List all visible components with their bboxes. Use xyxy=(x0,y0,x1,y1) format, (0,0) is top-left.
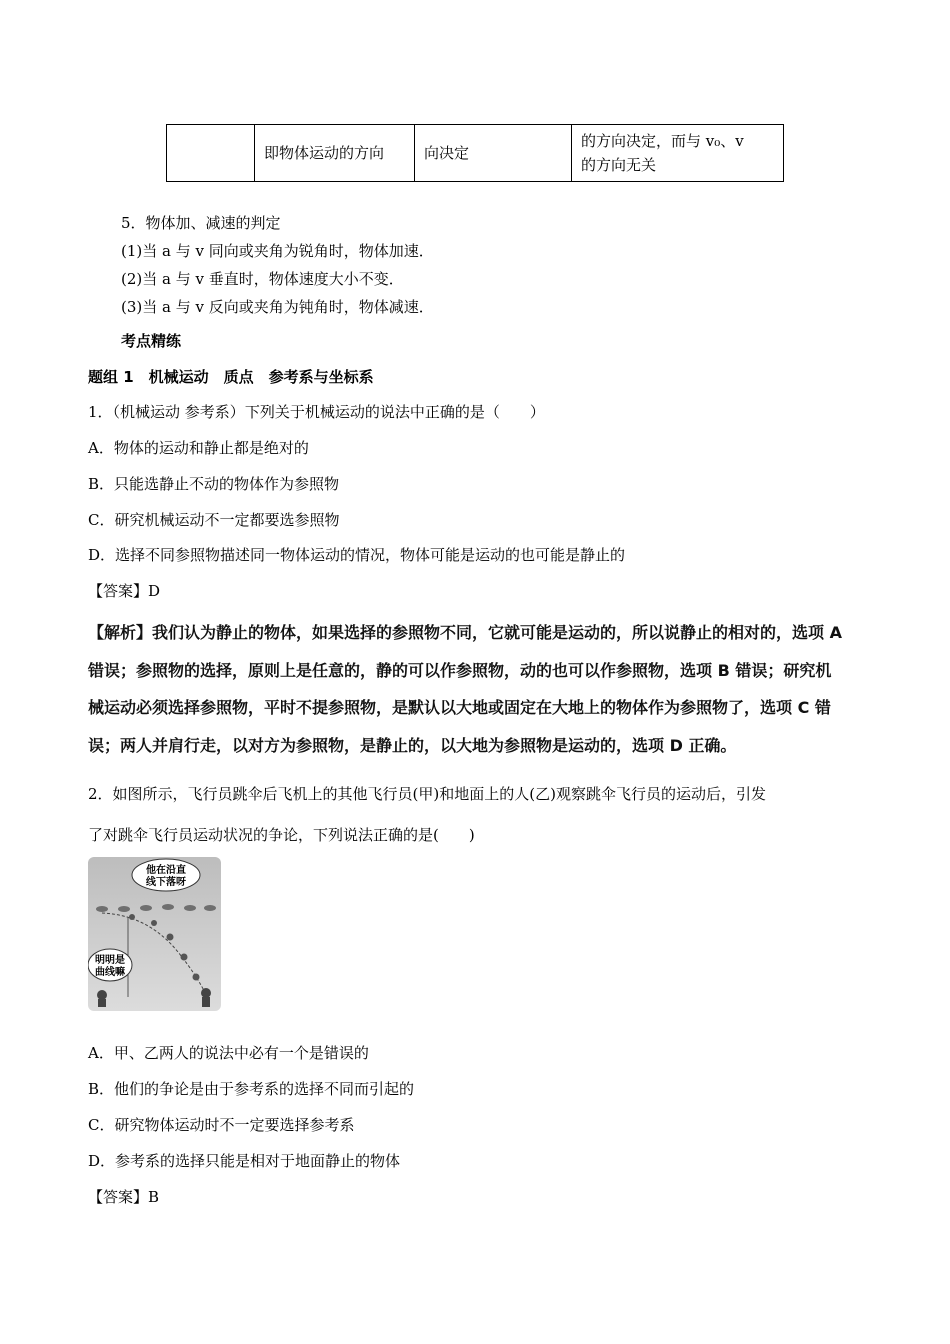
table-cell: 向决定 xyxy=(415,125,572,182)
speech-bubble-bottom xyxy=(88,949,132,981)
option-d: D．参考系的选择只能是相对于地面静止的物体 xyxy=(88,1152,401,1170)
question-stem: 2．如图所示，飞行员跳伞后飞机上的其他飞行员(甲)和地面上的人(乙)观察跳伞飞行员的运动后，引发 xyxy=(88,785,766,803)
table-cell: 即物体运动的方向 xyxy=(255,125,415,182)
bubble-text: 线下落呀 xyxy=(146,877,186,888)
group-heading: 题组 1 机械运动 质点 参考系与坐标系 xyxy=(88,368,374,386)
option-b: B．只能选静止不动的物体作为参照物 xyxy=(88,475,340,493)
speech-bubble-top xyxy=(132,859,200,891)
bubble-text: 曲线嘛 xyxy=(95,967,125,978)
table-cell xyxy=(572,125,784,182)
option-a: A．甲、乙两人的说法中必有一个是错误的 xyxy=(88,1044,369,1062)
explanation-line: 械运动必须选择参照物，平时不提参照物，是默认以大地或固定在大地上的物体作为参照物了，选项 C 错 xyxy=(88,698,831,717)
parachute-illustration-svg xyxy=(88,857,221,1011)
explanation-block xyxy=(88,614,858,764)
section-item: (3)当 a 与 v 反向或夹角为钝角时，物体减速． xyxy=(121,298,434,316)
explanation-line: 误；两人并肩行走，以对方为参照物，是静止的，以大地为参照物是运动的，选项 D 正确。 xyxy=(88,735,737,755)
kaodian-heading: 考点精练 xyxy=(121,332,182,350)
question-stem-continued: 了对跳伞飞行员运动状况的争论，下列说法正确的是( ) xyxy=(88,826,475,844)
answer-label: 【答案】B xyxy=(88,1188,160,1206)
section-title: 5．物体加、减速的判定 xyxy=(121,214,281,232)
option-c: C．研究物体运动时不一定要选择参考系 xyxy=(88,1116,355,1134)
question-stem: 1．（机械运动 参考系）下列关于机械运动的说法中正确的是（ ） xyxy=(88,403,545,421)
answer-label: 【答案】D xyxy=(88,582,161,600)
option-a: A．物体的运动和静止都是绝对的 xyxy=(88,439,309,457)
explanation-line: 错误；参照物的选择，原则上是任意的，静的可以作参照物，动的也可以作参照物，选项 B 错误；研究机 xyxy=(88,660,832,680)
section-item: (1)当 a 与 v 同向或夹角为锐角时，物体加速． xyxy=(121,242,434,260)
table-cell-line: 的方向决定，而与 v₀、v xyxy=(581,132,744,150)
explanation-line: 【解析】我们认为静止的物体，如果选择的参照物不同，它就可能是运动的，所以说静止的相对的，选项 A xyxy=(88,623,842,642)
continuation-table xyxy=(166,124,784,182)
bubble-text: 明明是 xyxy=(95,955,125,966)
option-d: D．选择不同参照物描述同一物体运动的情况，物体可能是运动的也可能是静止的 xyxy=(88,546,626,564)
bubble-text: 他在沿直 xyxy=(146,865,186,876)
option-b: B．他们的争论是由于参考系的选择不同而引起的 xyxy=(88,1080,415,1098)
table-cell-line: 的方向无关 xyxy=(581,156,657,174)
section-item: (2)当 a 与 v 垂直时，物体速度大小不变． xyxy=(121,270,404,288)
parachute-illustration xyxy=(88,857,221,1011)
table-cell xyxy=(167,125,255,182)
table-row xyxy=(167,125,784,182)
explanation-label: 【解析】 xyxy=(88,623,153,642)
option-c: C．研究机械运动不一定都要选参照物 xyxy=(88,511,340,529)
